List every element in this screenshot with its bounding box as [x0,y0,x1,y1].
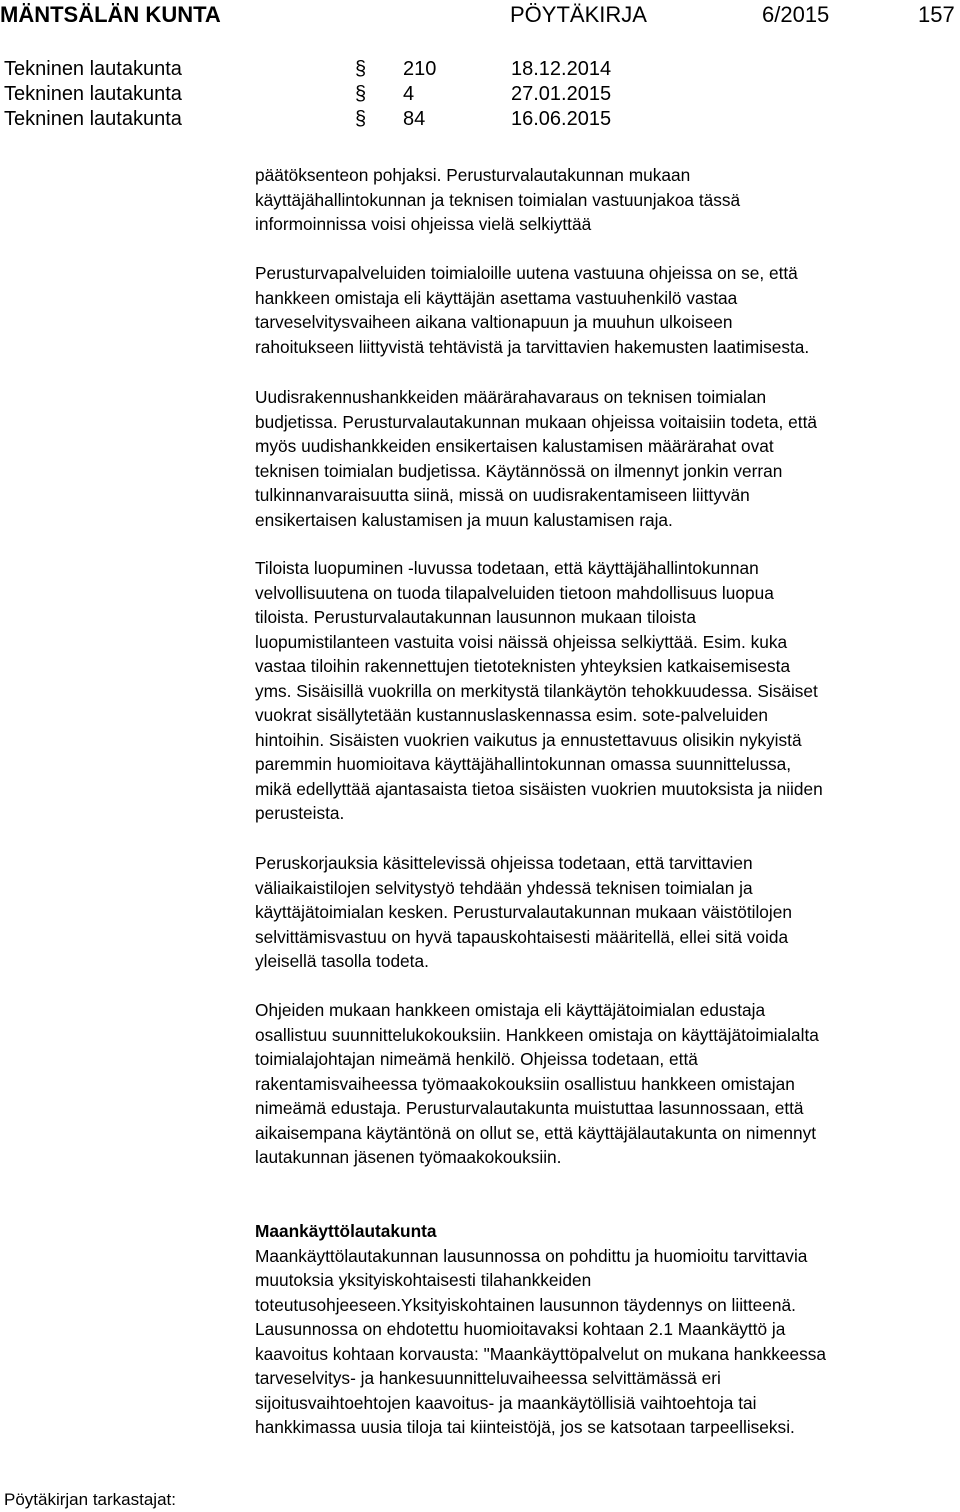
paragraph [255,385,958,532]
text-line: paremmin huomioitava käyttäjähallintokunnan omassa suunnittelussa, [255,754,792,774]
meeting-row [0,82,960,107]
text-line: ensikertaisen kalustamisen ja muun kalustamisen raja. [255,509,673,530]
text-line: Maankäyttölautakunnan lausunnossa on pohdittu ja huomioitu tarvittavia [255,1245,808,1266]
meeting-section-number: 4 [403,83,415,105]
meeting-board: Tekninen lautakunta [4,58,182,80]
text-line: Ohjeiden mukaan hankkeen omistaja eli käyttäjätoimialan edustaja [255,1000,766,1020]
text-line: budjetissa. Perusturvalautakunnan mukaan ohjeissa voitaisiin todeta, että [255,411,817,432]
text-line: Lausunnossa on ehdotettu huomioitavaksi kohtaan 2.1 Maankäyttö ja [255,1319,786,1339]
text-line: hintoihin. Sisäisten vuokrien vaikutus ja ennustettavuus olisikin nykyistä [255,729,802,750]
text-line: toimialajohtajan nimeämä henkilö. Ohjeissa todetaan, että [255,1049,698,1069]
text-line: Peruskorjauksia käsittelevissä ohjeissa todetaan, että tarvittavien [255,853,753,873]
text-line: tarveselvitys- ja hankesuunnitteluvaiheessa selvittämässä eri [255,1368,721,1388]
text-line: vastaa tiloihin rakennettujen tietoteknisten yhteyksien katkaisemisesta [255,656,791,676]
text-line: tulkinnanvaraisuutta siinä, missä on uudisrakentamiseen liittyvän [255,485,750,505]
document-number: 6/2015 [762,2,830,27]
text-line: aikaisempana käytäntönä on ollut se, että käyttäjälautakunta on nimennyt [255,1122,817,1143]
text-line: yleisellä tasolla todeta. [255,951,429,971]
text-line: teknisen toimialan budjetissa. Käytännössä on ilmennyt jonkin verran [255,460,783,481]
text-line: rahoitukseen liittyvistä tehtävistä ja tarvittavien hakemusten laatimisesta. [255,336,810,357]
meeting-row [0,107,960,132]
text-line: muutoksia yksityiskohtaisesti tilahankkeiden [255,1270,592,1290]
text-line: tarveselvitysvaiheen aikana valtionapuun ja muuhun ulkoiseen [255,312,733,332]
text-line: kaavoitus kohtaan korvausta: "Maankäyttöpalvelut on mukana hankkeessa [255,1343,826,1364]
meeting-date: 27.01.2015 [511,83,612,105]
paragraph [255,261,958,359]
text-line: luopumistilanteen vastuita voisi näissä ohjeissa selkiyttää. Esim. kuka [255,631,788,652]
text-line: rakentamisvaiheessa työmaakokouksiin osallistuu hankkeen omistajan [255,1073,795,1094]
document-type: PÖYTÄKIRJA [510,2,647,27]
text-line: Perusturvapalveluiden toimialoille uutena vastuuna ohjeissa on se, että [255,263,798,283]
text-line: tiloista. Perusturvalautakunnan lausunnon mukaan tiloista [255,607,696,627]
text-line: lautakunnan jäsenen työmaakokouksiin. [255,1147,562,1167]
meeting-date: 16.06.2015 [511,108,612,130]
section-maankayttolautakunta [255,1219,958,1440]
text-line: hankkeen omistaja eli käyttäjän asettama vastuuhenkilö vastaa [255,287,738,308]
paragraph [255,556,958,826]
minutes-reviewers-label: Pöytäkirjan tarkastajat: [4,1490,176,1509]
text-line: nimeämä edustaja. Perusturvalautakunta muistuttaa lasunnossaan, että [255,1098,804,1118]
text-line: käyttäjätoimialan kesken. Perusturvalautakunnan mukaan väistötilojen [255,902,792,922]
meeting-board: Tekninen lautakunta [4,108,182,130]
text-line: Uudisrakennushankkeiden määrärahavaraus on teknisen toimialan [255,387,767,407]
paragraph [255,851,958,974]
text-line: informoinnissa voisi ohjeissa vielä selkiyttää [255,214,592,234]
text-line: mikä edellyttää ajantasaista tietoa sisäisten vuokrien muutoksista ja niiden [255,778,823,799]
organization-name: MÄNTSÄLÄN KUNTA [0,2,221,27]
text-line: perusteista. [255,803,345,823]
paragraph [255,163,958,237]
text-line: Tiloista luopuminen -luvussa todetaan, että käyttäjähallintokunnan [255,558,759,578]
text-line: toteutusohjeeseen.Yksityiskohtainen lausunnon täydennys on liitteenä. [255,1294,796,1315]
meeting-date: 18.12.2014 [511,58,612,80]
text-line: myös uudishankkeiden ensikertaisen kalustamisen määrärahat ovat [255,436,774,456]
text-line: vuokrat sisällytetään kustannuslaskennassa esim. sote-palveluiden [255,705,768,725]
page-number: 157 [918,2,955,27]
meeting-section-number: 210 [403,58,437,80]
text-line: yms. Sisäisillä vuokrilla on merkitystä tilankäytön tehokkuudessa. Sisäiset [255,680,818,701]
text-line: käyttäjähallintokunnan ja teknisen toimialan vastuunjakoa tässä [255,189,741,210]
text-line: hankkimassa uusia tiloja tai kiinteistöjä, jos se katsotaan tarpeelliseksi. [255,1417,795,1437]
text-line: väliaikaistilojen selvitystyö tehdään yhdessä teknisen toimialan ja [255,877,753,898]
meeting-row [0,57,960,82]
paragraph [255,998,958,1170]
meeting-board: Tekninen lautakunta [4,83,182,105]
section-heading: Maankäyttölautakunta [255,1221,437,1241]
text-line: päätöksenteon pohjaksi. Perusturvalautakunnan mukaan [255,165,691,185]
text-line: sijoitusvaihtoehtojen kaavoitus- ja maankäytöllisiä vaihtoehtoja tai [255,1392,757,1413]
meeting-section-number: 84 [403,108,426,130]
text-line: selvittämisvastuu on hyvä tapauskohtaisesti määritellä, ellei sitä voida [255,926,789,947]
document-header [0,0,960,30]
text-line: velvollisuutena on tuoda tilapalveluiden tietoon mahdollisuus luopua [255,582,774,603]
text-line: osallistuu suunnittelukokouksiin. Hankkeen omistaja on käyttäjätoimialalta [255,1024,819,1045]
